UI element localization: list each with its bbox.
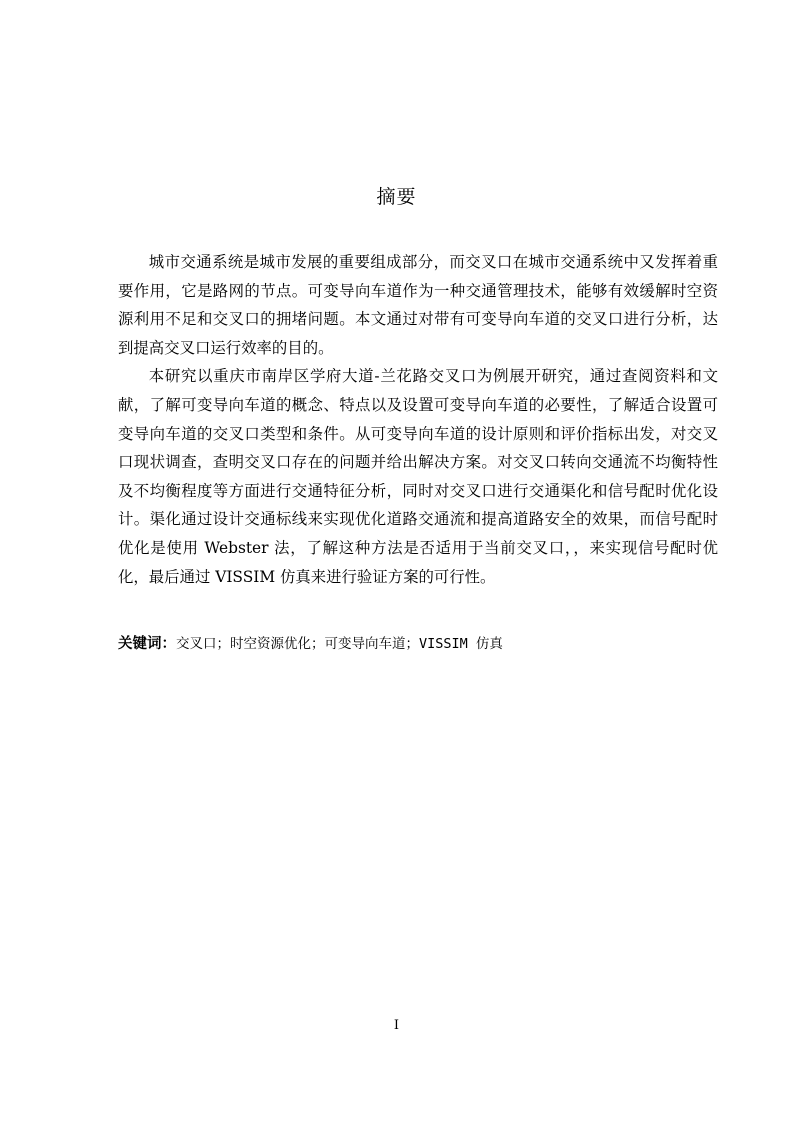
keywords-items: 交叉口；时空资源优化；可变导向车道；VISSIM 仿真 — [176, 636, 503, 652]
abstract-paragraph-2: 本研究以重庆市南岸区学府大道-兰花路交叉口为例展开研究，通过查阅资料和文献，了解可变导向车道的概念、特点以及设置可变导向车道的必要性，了解适合设置可变导向车道的交叉口类型和条件。从可变导向车道的设计原则和评价指标出发，对交叉口现状调查，查明交叉口存在的问题并给出解决方案。对交叉口转向交通流不均衡特性及不均衡程度等方面进行交通特征分析，同时对交叉口进行交通渠化和信号配时优化设计。渠化通过设计交通标线来实现优化道路交通流和提高道路安全的效果，而信号配时优化是使用 Webster 法，了解这种方法是否适用于当前交叉口，，来实现信号配时优化，最后通过 VISSIM 仿真来进行验证方案的可行性。 — [118, 367, 718, 586]
abstract-body — [118, 248, 718, 591]
keywords-label: 关键词： — [118, 636, 176, 652]
keywords-line — [118, 633, 718, 655]
abstract-paragraph-1: 城市交通系统是城市发展的重要组成部分，而交叉口在城市交通系统中又发挥着重要作用，它是路网的节点。可变导向车道作为一种交通管理技术，能够有效缓解时空资源利用不足和交叉口的拥堵问题。本文通过对带有可变导向车道的交叉口进行分析，达到提高交叉口运行效率的目的。 — [118, 253, 718, 357]
page-number: I — [393, 1018, 400, 1033]
abstract-title: 摘要 — [376, 186, 417, 208]
